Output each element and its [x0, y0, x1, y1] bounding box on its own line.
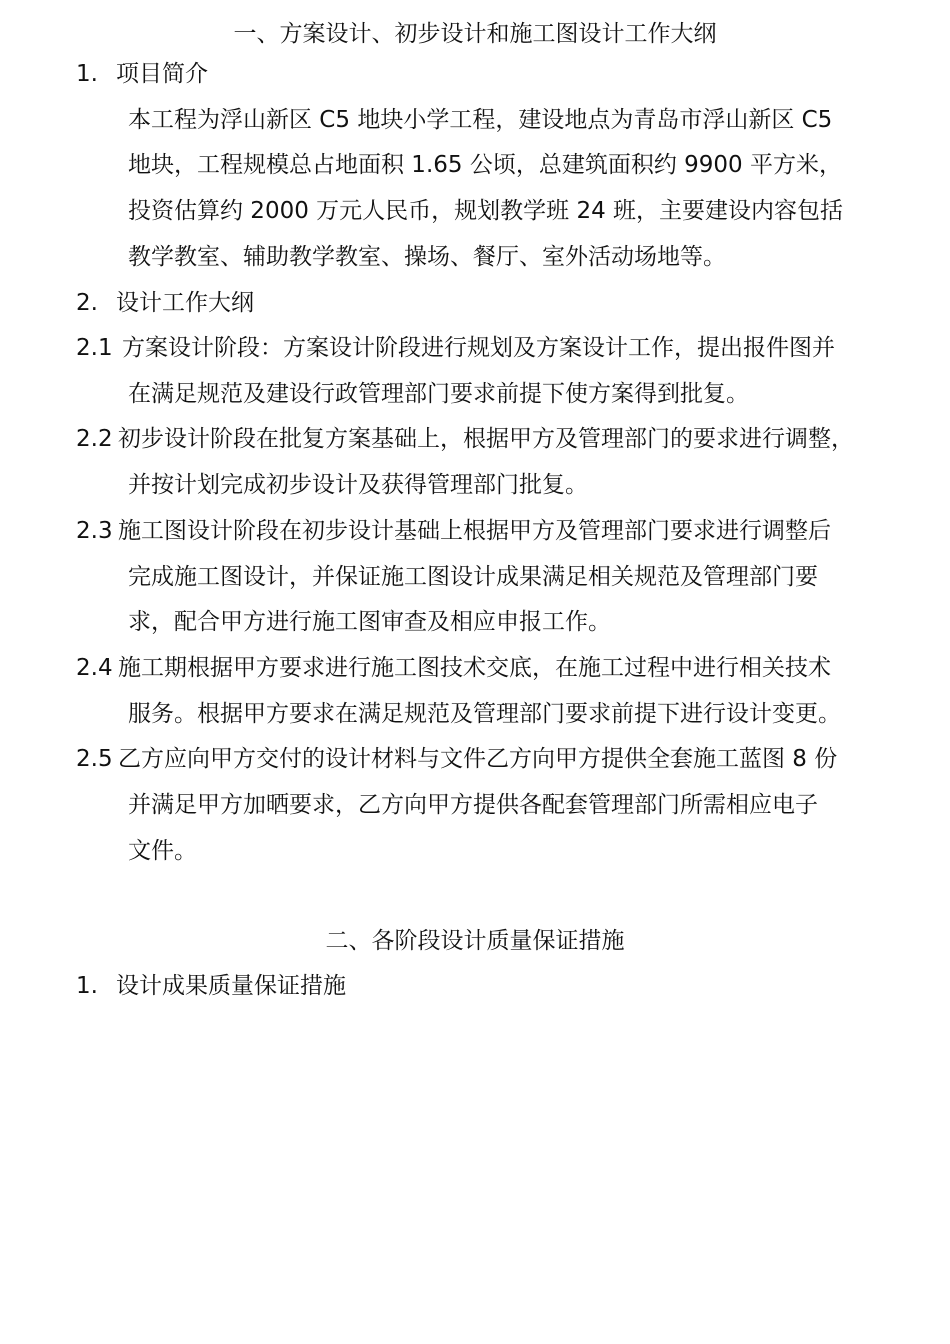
subitem-2-3-line-3: 求，配合甲方进行施工图审查及相应申报工作。 [128, 609, 611, 635]
subitem-2-5-number: 2.5 [76, 746, 113, 772]
item-1-title: 项目简介 [116, 61, 208, 87]
section-2-item-1-number: 1. [76, 973, 98, 999]
intro-line-2: 地块，工程规模总占地面积 1.65 公顷，总建筑面积约 9900 平方米， [128, 152, 842, 178]
section-1-heading: 一、方案设计、初步设计和施工图设计工作大纲 [233, 21, 717, 47]
subitem-2-5-line-2: 并满足甲方加晒要求，乙方向甲方提供各配套管理部门所需相应电子 [128, 792, 818, 818]
subitem-2-2-line-1: 初步设计阶段在批复方案基础上，根据甲方及管理部门的要求进行调整， [118, 426, 854, 452]
intro-line-4: 教学教室、辅助教学教室、操场、餐厅、室外活动场地等。 [128, 244, 726, 270]
subitem-2-1-line-2: 在满足规范及建设行政管理部门要求前提下使方案得到批复。 [128, 381, 749, 407]
item-2-title: 设计工作大纲 [116, 290, 254, 316]
subitem-2-3-line-2: 完成施工图设计，并保证施工图设计成果满足相关规范及管理部门要 [128, 564, 818, 590]
subitem-2-4-line-2: 服务。根据甲方要求在满足规范及管理部门要求前提下进行设计变更。 [128, 701, 841, 727]
subitem-2-1-line-1: 方案设计阶段：方案设计阶段进行规划及方案设计工作，提出报件图并 [122, 335, 835, 361]
intro-line-1: 本工程为浮山新区 C5 地块小学工程，建设地点为青岛市浮山新区 C5 [128, 107, 833, 133]
item-1-number: 1. [76, 61, 98, 87]
subitem-2-5-line-1: 乙方应向甲方交付的设计材料与文件乙方向甲方提供全套施工蓝图 8 份 [118, 746, 838, 772]
subitem-2-2-line-2: 并按计划完成初步设计及获得管理部门批复。 [128, 472, 588, 498]
subitem-2-4-number: 2.4 [76, 655, 113, 681]
subitem-2-3-number: 2.3 [76, 518, 113, 544]
subitem-2-2-number: 2.2 [76, 426, 113, 452]
subitem-2-1-number: 2.1 [76, 335, 113, 361]
subitem-2-4-line-1: 施工期根据甲方要求进行施工图技术交底，在施工过程中进行相关技术 [118, 655, 831, 681]
section-2-heading: 二、各阶段设计质量保证措施 [325, 928, 625, 954]
item-2-number: 2. [76, 290, 98, 316]
subitem-2-3-line-1: 施工图设计阶段在初步设计基础上根据甲方及管理部门要求进行调整后 [118, 518, 831, 544]
intro-line-3: 投资估算约 2000 万元人民币，规划教学班 24 班，主要建设内容包括 [128, 198, 844, 224]
section-2-item-1-title: 设计成果质量保证措施 [116, 973, 346, 999]
subitem-2-5-line-3: 文件。 [128, 838, 197, 864]
